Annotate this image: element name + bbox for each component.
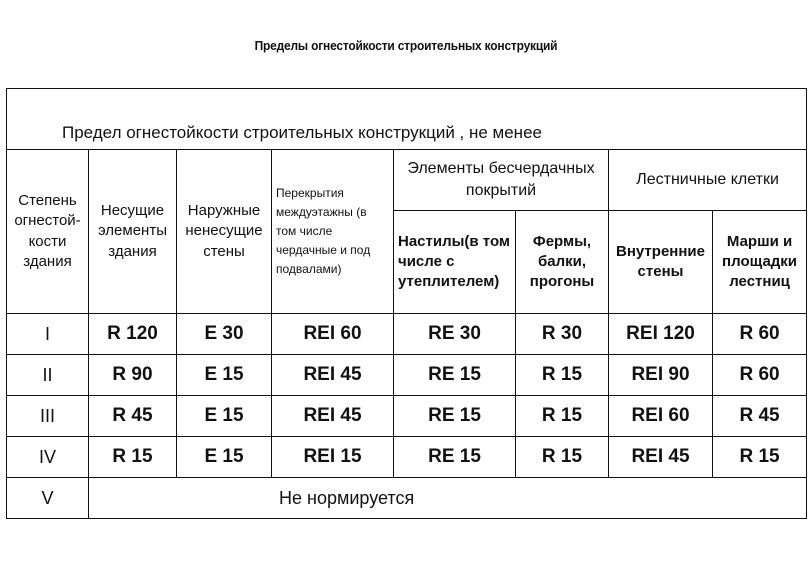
trusses-cell: R 15: [516, 355, 609, 396]
load-bearing-cell: R 15: [89, 437, 177, 478]
header-load-bearing: Несущие элементы здания: [89, 150, 177, 314]
caption-row: [7, 89, 807, 150]
trusses-cell: R 15: [516, 437, 609, 478]
flights-cell: R 45: [713, 396, 807, 437]
table-row: [7, 314, 807, 355]
exterior-walls-cell: E 15: [177, 355, 272, 396]
header-trusses: Фермы, балки, прогоны: [516, 211, 609, 314]
load-bearing-cell: R 120: [89, 314, 177, 355]
fire-resistance-table-wrap: [6, 88, 806, 519]
header-atticless-group: Элементы бесчердачных покрытий: [394, 150, 609, 211]
flights-cell: R 15: [713, 437, 807, 478]
decking-cell: RE 15: [394, 396, 516, 437]
header-degree: Степень огнестой-кости здания: [7, 150, 89, 314]
header-inner-walls: Внутренние стены: [609, 211, 713, 314]
header-flights: Марши и площадки лестниц: [713, 211, 807, 314]
table-caption: Предел огнестойкости строительных конструкций , не менее: [7, 89, 807, 150]
exterior-walls-cell: E 15: [177, 437, 272, 478]
header-row-1: [7, 150, 807, 211]
fire-resistance-table: [6, 88, 807, 519]
degree-cell: IV: [7, 437, 89, 478]
degree-cell: II: [7, 355, 89, 396]
not-regulated-cell: Не нормируется: [89, 478, 807, 519]
exterior-walls-cell: E 30: [177, 314, 272, 355]
header-exterior-walls: Наружные ненесущие стены: [177, 150, 272, 314]
document-title: Пределы огнестойкости строительных конструкций: [254, 38, 558, 53]
decking-cell: RE 30: [394, 314, 516, 355]
table-row: [7, 396, 807, 437]
floors-cell: REI 60: [272, 314, 394, 355]
load-bearing-cell: R 45: [89, 396, 177, 437]
header-decking: Настилы(в том числе с утеплителем): [394, 211, 516, 314]
inner-walls-cell: REI 120: [609, 314, 713, 355]
inner-walls-cell: REI 45: [609, 437, 713, 478]
flights-cell: R 60: [713, 314, 807, 355]
floors-cell: REI 45: [272, 355, 394, 396]
header-stairs-group: Лестничные клетки: [609, 150, 807, 211]
header-floors: Перекрытия междуэтажны (в том числе чердачные и под подвалами): [272, 150, 394, 314]
trusses-cell: R 15: [516, 396, 609, 437]
table-row: [7, 437, 807, 478]
exterior-walls-cell: E 15: [177, 396, 272, 437]
degree-cell: I: [7, 314, 89, 355]
flights-cell: R 60: [713, 355, 807, 396]
degree-cell: III: [7, 396, 89, 437]
decking-cell: RE 15: [394, 355, 516, 396]
load-bearing-cell: R 90: [89, 355, 177, 396]
decking-cell: RE 15: [394, 437, 516, 478]
table-row: [7, 355, 807, 396]
trusses-cell: R 30: [516, 314, 609, 355]
inner-walls-cell: REI 90: [609, 355, 713, 396]
floors-cell: REI 45: [272, 396, 394, 437]
inner-walls-cell: REI 60: [609, 396, 713, 437]
floors-cell: REI 15: [272, 437, 394, 478]
table-row-last: [7, 478, 807, 519]
degree-cell: V: [7, 478, 89, 519]
